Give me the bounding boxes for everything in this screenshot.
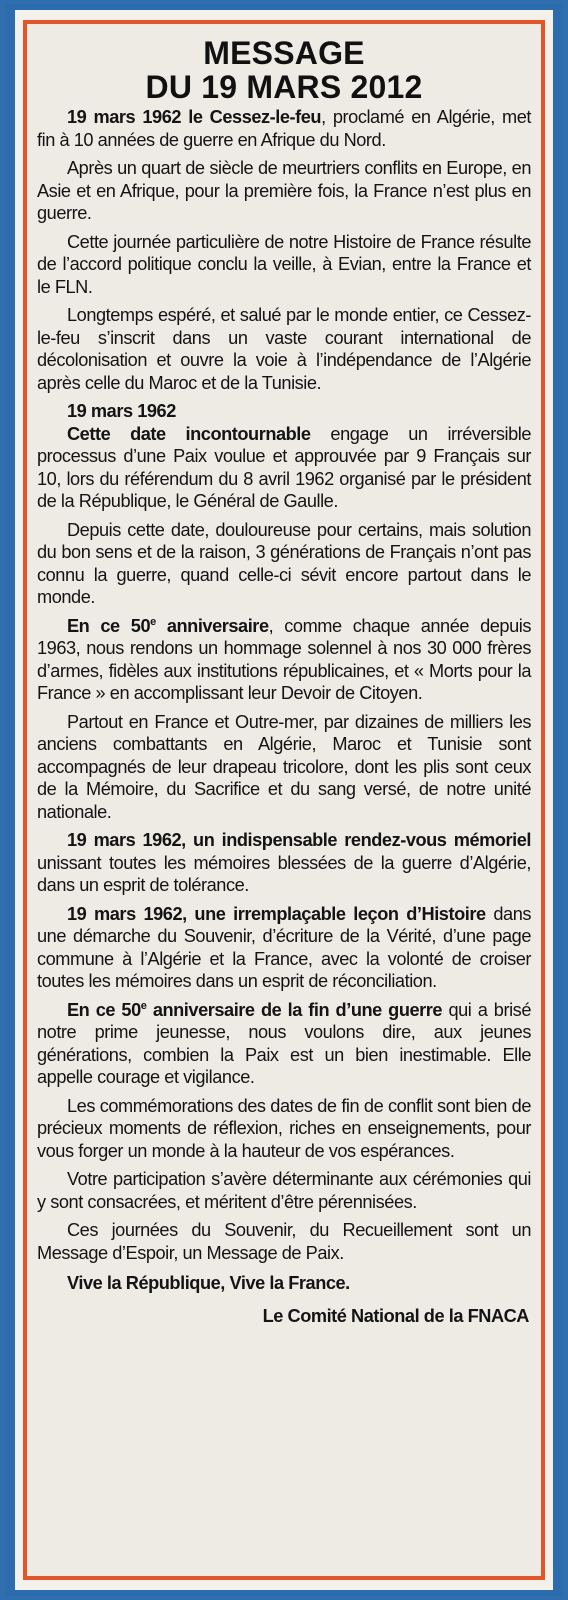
paragraph-10: [37, 903, 531, 993]
title-line-1: MESSAGE: [203, 35, 365, 71]
paragraph-1-text: , proclamé en Algérie, met fin à 10 années de guerre en Afrique du Nord.: [37, 107, 531, 150]
paragraph-11-bold-b: anniversaire de la fin d’une guerre: [146, 999, 443, 1020]
paragraph-9-bold: 19 mars 1962, un indispensable rendez-vous mémoriel: [67, 830, 531, 850]
paragraph-11-sup: e: [140, 999, 147, 1012]
paragraph-4: Longtemps espéré, et salué par le monde entier, ce Cessez-le-feu s’inscrit dans un vaste courant international de décolonisation et ouvre la voie à l’indépendance de l’Algérie après celle du Maroc et de la Tunisie.: [37, 305, 531, 393]
subheading-date: 19 mars 1962: [67, 401, 176, 421]
paragraph-11: [37, 999, 531, 1089]
paragraph-7: [37, 615, 531, 705]
paragraph-9-text: unissant toutes les mémoires blessées de la guerre d’Algérie, dans un esprit de tolérance.: [37, 852, 531, 895]
paragraph-6: Depuis cette date, douloureuse pour certains, mais solution du bon sens et de la raison, 3 générations de Français n’ont pas connu la guerre, quand celle-ci sévit encore partout dans le monde.: [37, 519, 531, 607]
red-border-box: [23, 20, 545, 1580]
paragraph-7-bold-a: En ce 50: [67, 615, 151, 636]
paragraph-14: Ces journées du Souvenir, du Recueillement sont un Message d’Espoir, un Message de Paix.: [37, 1220, 531, 1263]
closing-line: Vive la République, Vive la France.: [67, 1273, 350, 1293]
white-frame: [15, 10, 553, 1590]
paragraph-7-bold-b: anniversaire: [155, 615, 269, 636]
paragraph-11-bold-a: En ce 50: [67, 999, 141, 1020]
signature: Le Comité National de la FNACA: [262, 1305, 529, 1326]
article-content: [37, 36, 531, 1327]
paragraph-2: Après un quart de siècle de meurtriers conflits en Europe, en Asie et en Afrique, pour la première fois, la France n’est plus en guerre.: [37, 158, 531, 223]
paragraph-11-text: qui a brisé notre prime jeunesse, nous voulons dire, aux jeunes générations, combien la Paix est un bien inestimable. Elle appelle courage et vigilance.: [37, 999, 531, 1087]
paragraph-1: [37, 106, 531, 151]
paragraph-10-text: dans une démarche du Souvenir, d’écriture de la Vérité, d’une page commune à l’Algérie et la France, avec la volonté de croiser toutes les mémoires dans un esprit de réconciliation.: [37, 903, 531, 991]
paragraph-13: Votre participation s’avère déterminante aux cérémonies qui y sont consacrées, et méritent d’être pérennisées.: [37, 1169, 531, 1212]
paragraph-9: [37, 829, 531, 897]
paragraph-7-sup: e: [150, 615, 156, 628]
paragraph-5-text: engage un irréversible processus d’une Paix voulue et approuvée par 9 Français sur 10, lors du référendum du 8 avril 1962 organisé par le président de la République, le Général de Gaulle.: [37, 423, 531, 511]
outer-blue-frame: [6, 4, 562, 1596]
paragraph-10-bold: 19 mars 1962, une irremplaçable leçon d’Histoire: [67, 903, 486, 924]
paragraph-8: Partout en France et Outre-mer, par dizaines de milliers les anciens combattants en Algérie, Maroc et Tunisie sont accompagnés de leur drapeau tricolore, dont les plis sont ceux de la Mémoire, du Sacrifice et du sang versé, de notre unité nationale.: [37, 711, 531, 822]
paragraph-7-text: , comme chaque année depuis 1963, nous rendons un hommage solennel à nos 30 000 frères d’armes, fidèles aux institutions républicaines, et « Morts pour la France » en accomplissant leur Devoir de Citoyen.: [37, 615, 531, 703]
paragraph-1-bold: 19 mars 1962 le Cessez-le-feu: [67, 107, 322, 127]
article-title: [37, 36, 531, 104]
title-line-2: DU 19 MARS 2012: [145, 69, 423, 105]
paragraph-3: Cette journée particulière de notre Histoire de France résulte de l’accord politique conclu la veille, à Evian, entre la France et le FLN.: [37, 231, 531, 297]
paragraph-12: Les commémorations des dates de fin de conflit sont bien de précieux moments de réflexion, riches en enseignements, pour vous forger un monde à la hauteur de vos espérances.: [37, 1095, 531, 1161]
paragraph-5: [37, 423, 531, 513]
paragraph-5-bold: Cette date incontournable: [67, 423, 311, 444]
